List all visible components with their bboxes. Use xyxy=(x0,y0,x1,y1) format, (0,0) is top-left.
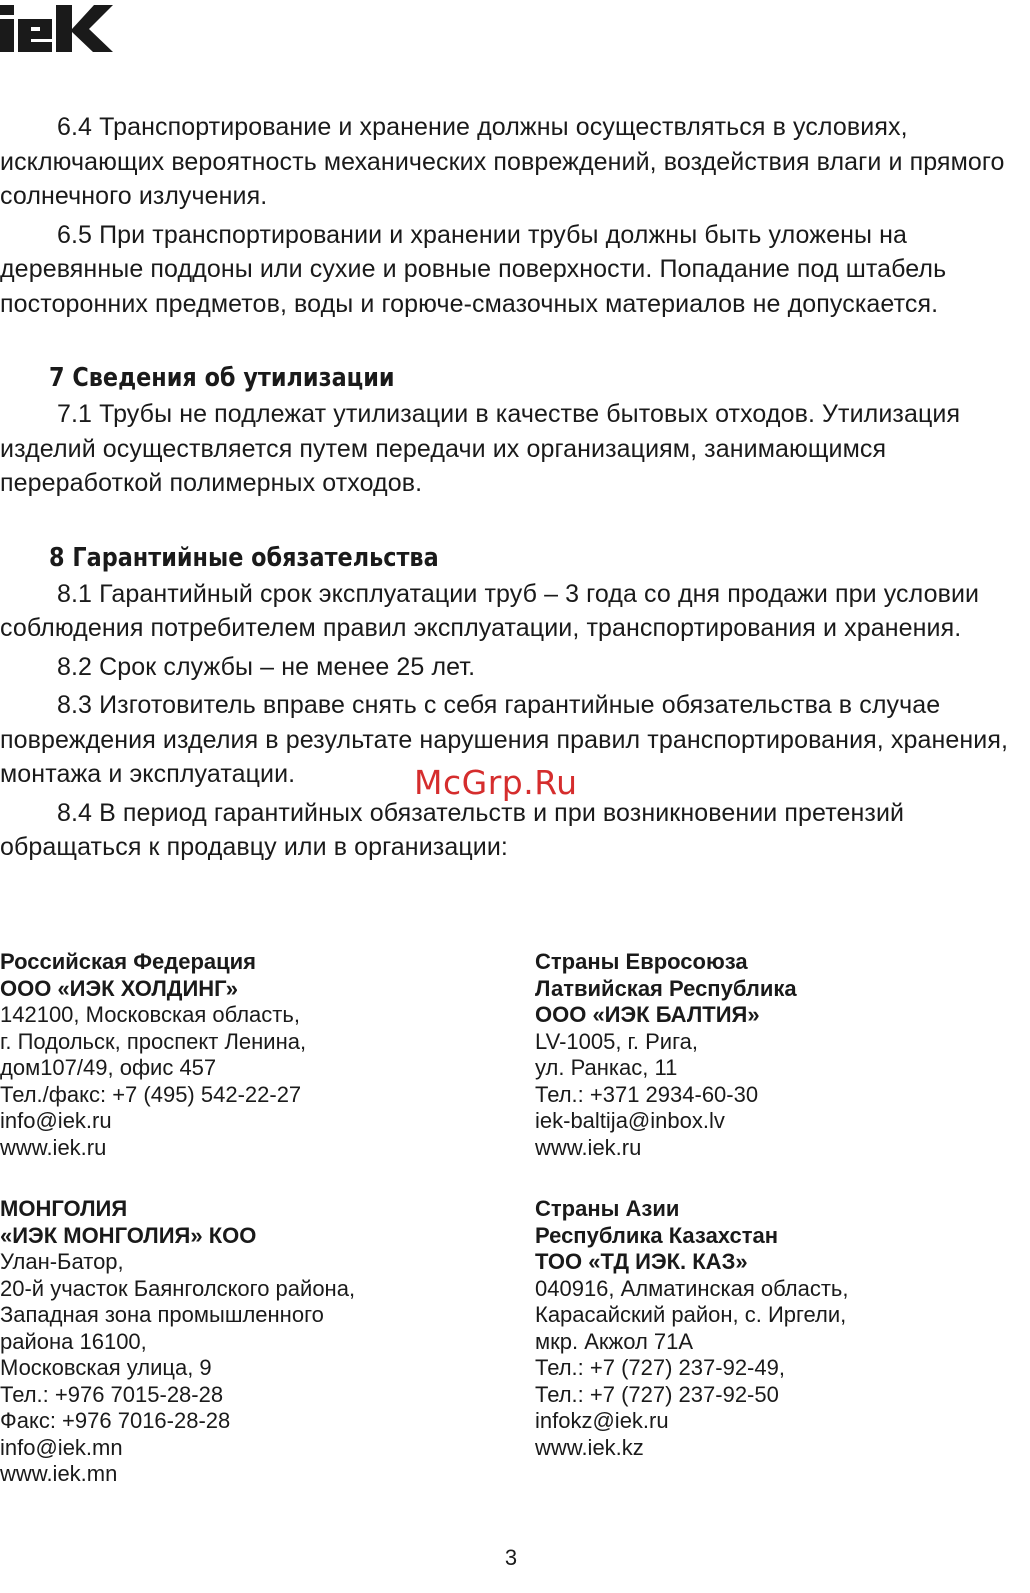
iek-logo-icon xyxy=(0,2,115,54)
contact-mongolia xyxy=(0,1196,500,1488)
contact-website[interactable]: www.iek.ru xyxy=(0,1134,107,1160)
contact-address: мкр. Акжол 71А xyxy=(535,1328,694,1354)
contact-country: Латвийская Республика xyxy=(535,975,797,1001)
watermark: McGrp.Ru xyxy=(414,763,578,802)
paragraph-6-4: 6.4 Транспортирование и хранение должны осуществляться в условиях, исключающих вероятность механических повреждений, воздействия влаги и прямого солнечного излучения. xyxy=(0,113,1005,210)
contact-email[interactable]: infokz@iek.ru xyxy=(535,1408,669,1433)
contact-russia xyxy=(0,949,500,1161)
paragraph-8-4: 8.4 В период гарантийных обязательств и при возникновении претензий обращаться к продавцу или в организации: xyxy=(0,798,905,861)
contact-address: Улан-Батор, xyxy=(0,1249,124,1274)
contact-country: МОНГОЛИЯ xyxy=(0,1196,128,1221)
contact-country: Российская Федерация xyxy=(0,949,256,974)
contact-phone: Тел.: +371 2934-60-30 xyxy=(535,1081,759,1107)
contact-address: г. Подольск, проспект Ленина, xyxy=(0,1028,307,1054)
contact-country: Республика Казахстан xyxy=(535,1222,779,1248)
contact-phone: Тел./факс: +7 (495) 542-22-27 xyxy=(0,1081,302,1107)
contact-address: района 16100, xyxy=(0,1328,147,1354)
paragraph-6-5: 6.5 При транспортировании и хранении трубы должны быть уложены на деревянные поддоны или сухие и ровные поверхности. Попадание под штабель посторонних предметов, воды и горюче-смазочных материалов не допускается. xyxy=(0,220,947,318)
paragraph-8-1: 8.1 Гарантийный срок эксплуатации труб – 3 года со дня продажи при условии соблюдения потребителем правил эксплуатации, транспортирования и хранения. xyxy=(0,579,980,642)
contact-email[interactable]: info@iek.ru xyxy=(0,1108,112,1133)
contact-phone: Тел.: +7 (727) 237-92-50 xyxy=(535,1381,779,1407)
contact-website[interactable]: www.iek.kz xyxy=(535,1434,644,1460)
paragraph-7-1: 7.1 Трубы не подлежат утилизации в качестве бытовых отходов. Утилизация изделий осуществляется путем передачи их организациям, занимающимся переработкой полимерных отходов. xyxy=(0,400,961,497)
paragraph-8-2: 8.2 Срок службы – не менее 25 лет. xyxy=(57,652,476,681)
contact-region: Страны Евросоюза xyxy=(535,949,748,974)
contact-company: «ИЭК МОНГОЛИЯ» КОО xyxy=(0,1222,257,1248)
contact-address: 20-й участок Баянголского района, xyxy=(0,1275,356,1301)
contact-email[interactable]: info@iek.mn xyxy=(0,1434,123,1460)
contact-website[interactable]: www.iek.mn xyxy=(0,1461,118,1486)
contact-address: Карасайский район, с. Иргели, xyxy=(535,1302,847,1327)
contact-address: 142100, Московская область, xyxy=(0,1002,300,1027)
contact-address: Московская улица, 9 xyxy=(0,1355,212,1380)
paragraph-8-3: 8.3 Изготовитель вправе снять с себя гарантийные обязательства в случае повреждения изделия в результате нарушения правил транспортирования, хранения, монтажа и эксплуатации. xyxy=(0,691,1009,788)
section-7-heading: 7 Сведения об утилизации xyxy=(49,363,395,393)
contact-address: 040916, Алматинская область, xyxy=(535,1275,849,1301)
contact-address: дом107/49, офис 457 xyxy=(0,1055,217,1080)
contact-address: LV-1005, г. Рига, xyxy=(535,1028,698,1054)
contact-company: ТОО «ТД ИЭК. КАЗ» xyxy=(535,1249,748,1274)
section-8-heading: 8 Гарантийные обязательства xyxy=(49,542,439,573)
document-body xyxy=(0,110,1022,869)
contact-address: Западная зона промышленного xyxy=(0,1302,324,1327)
contact-email[interactable]: iek-baltija@inbox.lv xyxy=(535,1108,725,1133)
contact-company: ООО «ИЭК БАЛТИЯ» xyxy=(535,1002,760,1027)
contact-website[interactable]: www.iek.ru xyxy=(535,1134,642,1160)
contact-fax: Факс: +976 7016-28-28 xyxy=(0,1408,231,1433)
contact-address: ул. Ранкас, 11 xyxy=(535,1055,678,1080)
contact-eu xyxy=(535,949,1030,1161)
contact-asia xyxy=(535,1196,1030,1461)
contact-phone: Тел.: +7 (727) 237-92-49, xyxy=(535,1355,785,1380)
page-number: 3 xyxy=(504,1545,518,1570)
contact-region: Страны Азии xyxy=(535,1196,680,1221)
contact-company: ООО «ИЭК ХОЛДИНГ» xyxy=(0,975,239,1001)
contact-phone: Тел.: +976 7015-28-28 xyxy=(0,1381,224,1407)
